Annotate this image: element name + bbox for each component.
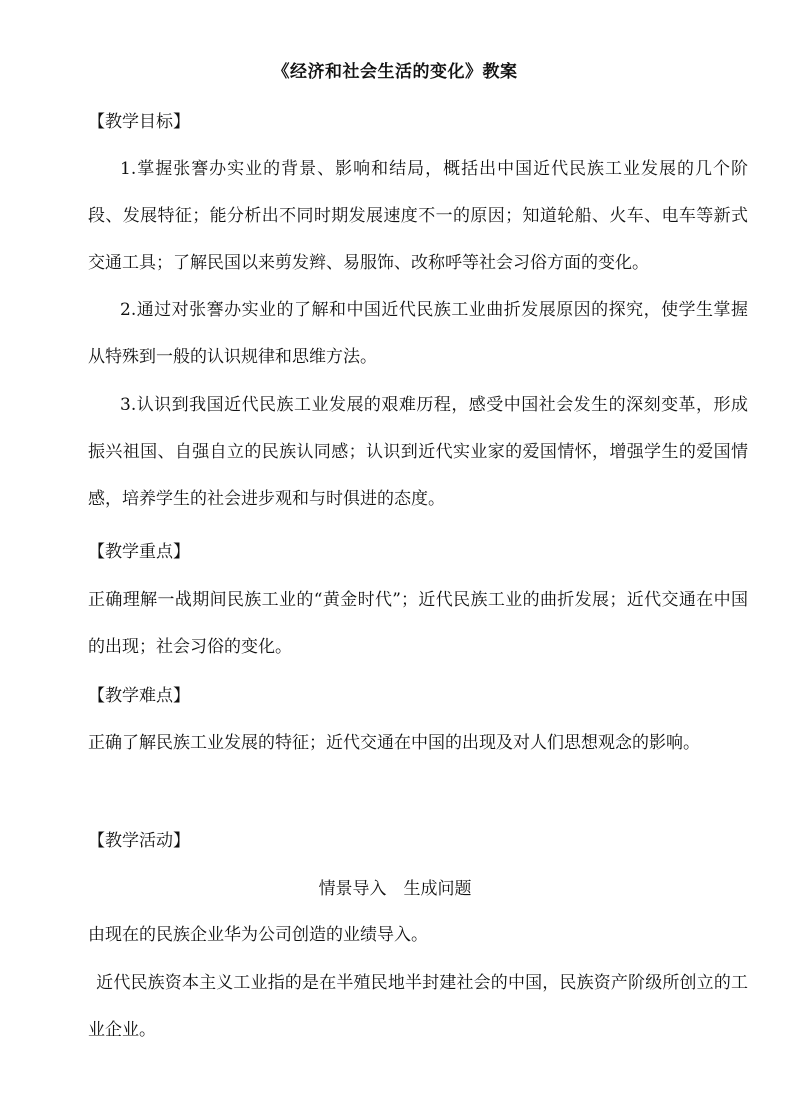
objectives-heading: 【教学目标】: [88, 112, 190, 132]
objective-item-3: [88, 382, 748, 523]
activities-paragraph-2-text: 近代民族资本主义工业指的是在半殖民地半封建社会的中国，民族资产阶级所创立的工业企业。: [88, 973, 748, 1040]
objective-item-2-text: 2.通过对张謇办实业的了解和中国近代民族工业曲折发展原因的探究，使学生掌握从特殊到一般的认识规律和思维方法。: [88, 300, 748, 367]
activities-heading: 【教学活动】: [88, 831, 190, 851]
key-points-heading: 【教学重点】: [88, 542, 190, 562]
activities-subtitle: 情景导入 生成问题: [318, 879, 472, 899]
objective-item-1-text: 1.掌握张謇办实业的背景、影响和结局，概括出中国近代民族工业发展的几个阶段、发展特征；能分析出不同时期发展速度不一的原因；知道轮船、火车、电车等新式交通工具；了解民国以来剪发辫、易服饰、改称呼等社会习俗方面的变化。: [88, 159, 748, 273]
activities-paragraph-1: 由现在的民族企业华为公司创造的业绩导入。: [88, 925, 428, 945]
objective-item-1: [88, 146, 748, 287]
activities-paragraph-2: [88, 960, 748, 1054]
difficulties-heading: 【教学难点】: [88, 686, 190, 706]
difficulties-text: 正确了解民族工业发展的特征；近代交通在中国的出现及对人们思想观念的影响。: [88, 733, 700, 753]
objective-item-3-text: 3.认识到我国近代民族工业发展的艰难历程，感受中国社会发生的深刻变革，形成振兴祖国、自强自立的民族认同感；认识到近代实业家的爱国情怀，增强学生的爱国情感，培养学生的社会进步观和与时俱进的态度。: [88, 395, 748, 509]
document-title: 《经济和社会生活的变化》教案: [272, 62, 518, 82]
key-points-text: 正确理解一战期间民族工业的“黄金时代”；近代民族工业的曲折发展；近代交通在中国的出现；社会习俗的变化。: [88, 590, 748, 657]
objective-item-2: [88, 287, 748, 381]
